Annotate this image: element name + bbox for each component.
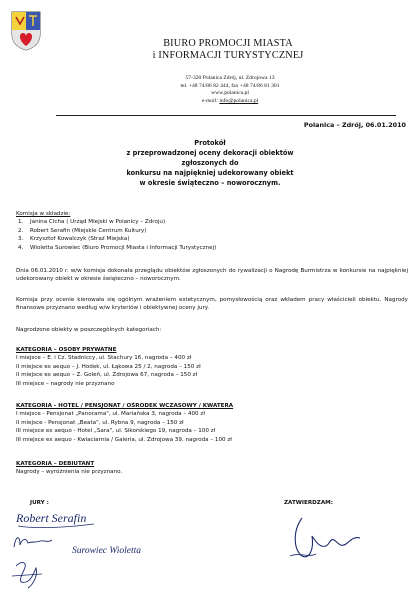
paragraph-criteria: Komisja przy ocenie kierowała się ogólnym wrażeniem estetycznym, pomysłowością oraz wkładem pracy właścicieli obiektu. Nagrody finansowe przyznano według w/w kryteriów i obiektywnej oceny jury. [16,297,408,312]
email-label: e-mail: [201,97,218,104]
approval-label: ZATWIERDZAM: [284,500,333,506]
municipal-coat-of-arms-icon [10,10,42,52]
award-line: Nagrody – wyróżnienia nie przyznano. [16,469,123,476]
organization-name [138,38,318,62]
header-divider [56,115,396,116]
category-debutant [16,460,408,477]
category-private [16,346,408,388]
award-line: III miejsce – nagrody nie przyznano [16,380,115,387]
signature-text: Surowiec Wioletta [72,546,142,556]
email-line [140,98,320,106]
protocol-line2: z przeprowadzonej oceny dekoracji obiektów [126,149,294,157]
org-name-line1: BIURO PROMOCJI MIASTA [163,38,293,49]
award-line: I miejsce – E. i Cz. Stadniccy, ul. Stachury 16, nagroda – 400 zł [16,355,192,362]
award-line: II miejsce - Pensjonat „Beata", ul. Rybna 9, nagroda – 150 zł [16,419,184,426]
jury-member: 1. Janina Cicha ( Urząd Miejski w Polanicy – Zdroju) [18,219,166,226]
contact-block [140,75,320,105]
protocol-heading [60,138,360,188]
website[interactable]: www.polanica.pl [211,90,249,97]
jury-member: 2. Robert Serafin (Miejskie Centrum Kultury) [18,227,147,234]
award-line: I miejsce - Pensjonat „Panorama", ul. Mariańska 3, nagroda – 400 zł [16,411,205,418]
phone-fax: tel. +48 74/86 82 444, fax +48 74/86 81 301 [180,82,280,89]
category-hotel [16,402,408,444]
award-line: III miejsce ex aequo - Kwiaciarnia / Galeria, ul. Zdrojowa 39, nagroda – 100 zł [16,436,232,443]
jury-list [16,218,408,252]
category-title: KATEGORIA – OSOBY PRYWATNE [16,347,117,353]
protocol-line5: w okresie świąteczno – noworocznym. [139,179,281,187]
award-line: II miejsce ex aequo – Z. Goleń, ul. Zdrojowa 67, nagroda – 150 zł [16,372,198,379]
signature-text: Robert Serafin [16,511,87,525]
jury-member: 3. Krzysztof Kowalczyk (Straż Miejska) [18,236,130,243]
jury-signature-label: JURY : [30,500,49,506]
jury-signature-4 [8,556,58,590]
place-date: Polanica – Zdrój, 06.01.2010 [303,121,406,129]
protocol-line4: konkursu na najpiękniej udekorowany obiekt [126,169,294,177]
org-name-line2: i INFORMACJI TURYSTYCZNEJ [152,50,304,61]
award-line: II miejsce ex aequo – J. Hodek, ul. Łąkowa 25 / 2, nagroda – 150 zł [16,363,201,370]
approval-signature [280,508,390,566]
award-line: III miejsce ex aequo - Hotel „Sara", ul. Sikorskiego 19, nagroda – 100 zł [16,428,216,435]
jury-signature-3 [70,538,170,560]
paragraph-review: Dnia 06.01.2010 r. w/w komisja dokonała przeglądu obiektów zgłoszonych do rywalizacji o Nagrodę Burmistrza w konkursie na najpiękniej udekorowany obiekt w okresie świąteczno – noworocznym. [16,268,408,283]
address: 57-320 Polanica Zdrój, ul. Zdrojowa 13 [185,75,275,81]
category-title: KATEGORIA – DEBIUTANT [16,461,95,467]
email-link[interactable]: info@polanica.pl [219,97,259,104]
jury-signature-2 [10,531,60,553]
awards-intro: Nagrodzone obiekty w poszczególnych kategoriach: [16,327,162,333]
protocol-title: Protokół [194,139,226,147]
jury-signature-1 [14,504,114,532]
jury-section [16,210,408,252]
category-title: KATEGORIA - HOTEL / PENSJONAT / OŚRODEK WCZASOWY / KWATERA [16,403,234,409]
protocol-line3: zgłoszonych do [181,159,239,167]
jury-heading: Komisja w składzie: [16,211,71,217]
jury-member: 4. Wioletta Surowiec (Biuro Promocji Miasta i Informacji Turystycznej) [18,244,217,251]
